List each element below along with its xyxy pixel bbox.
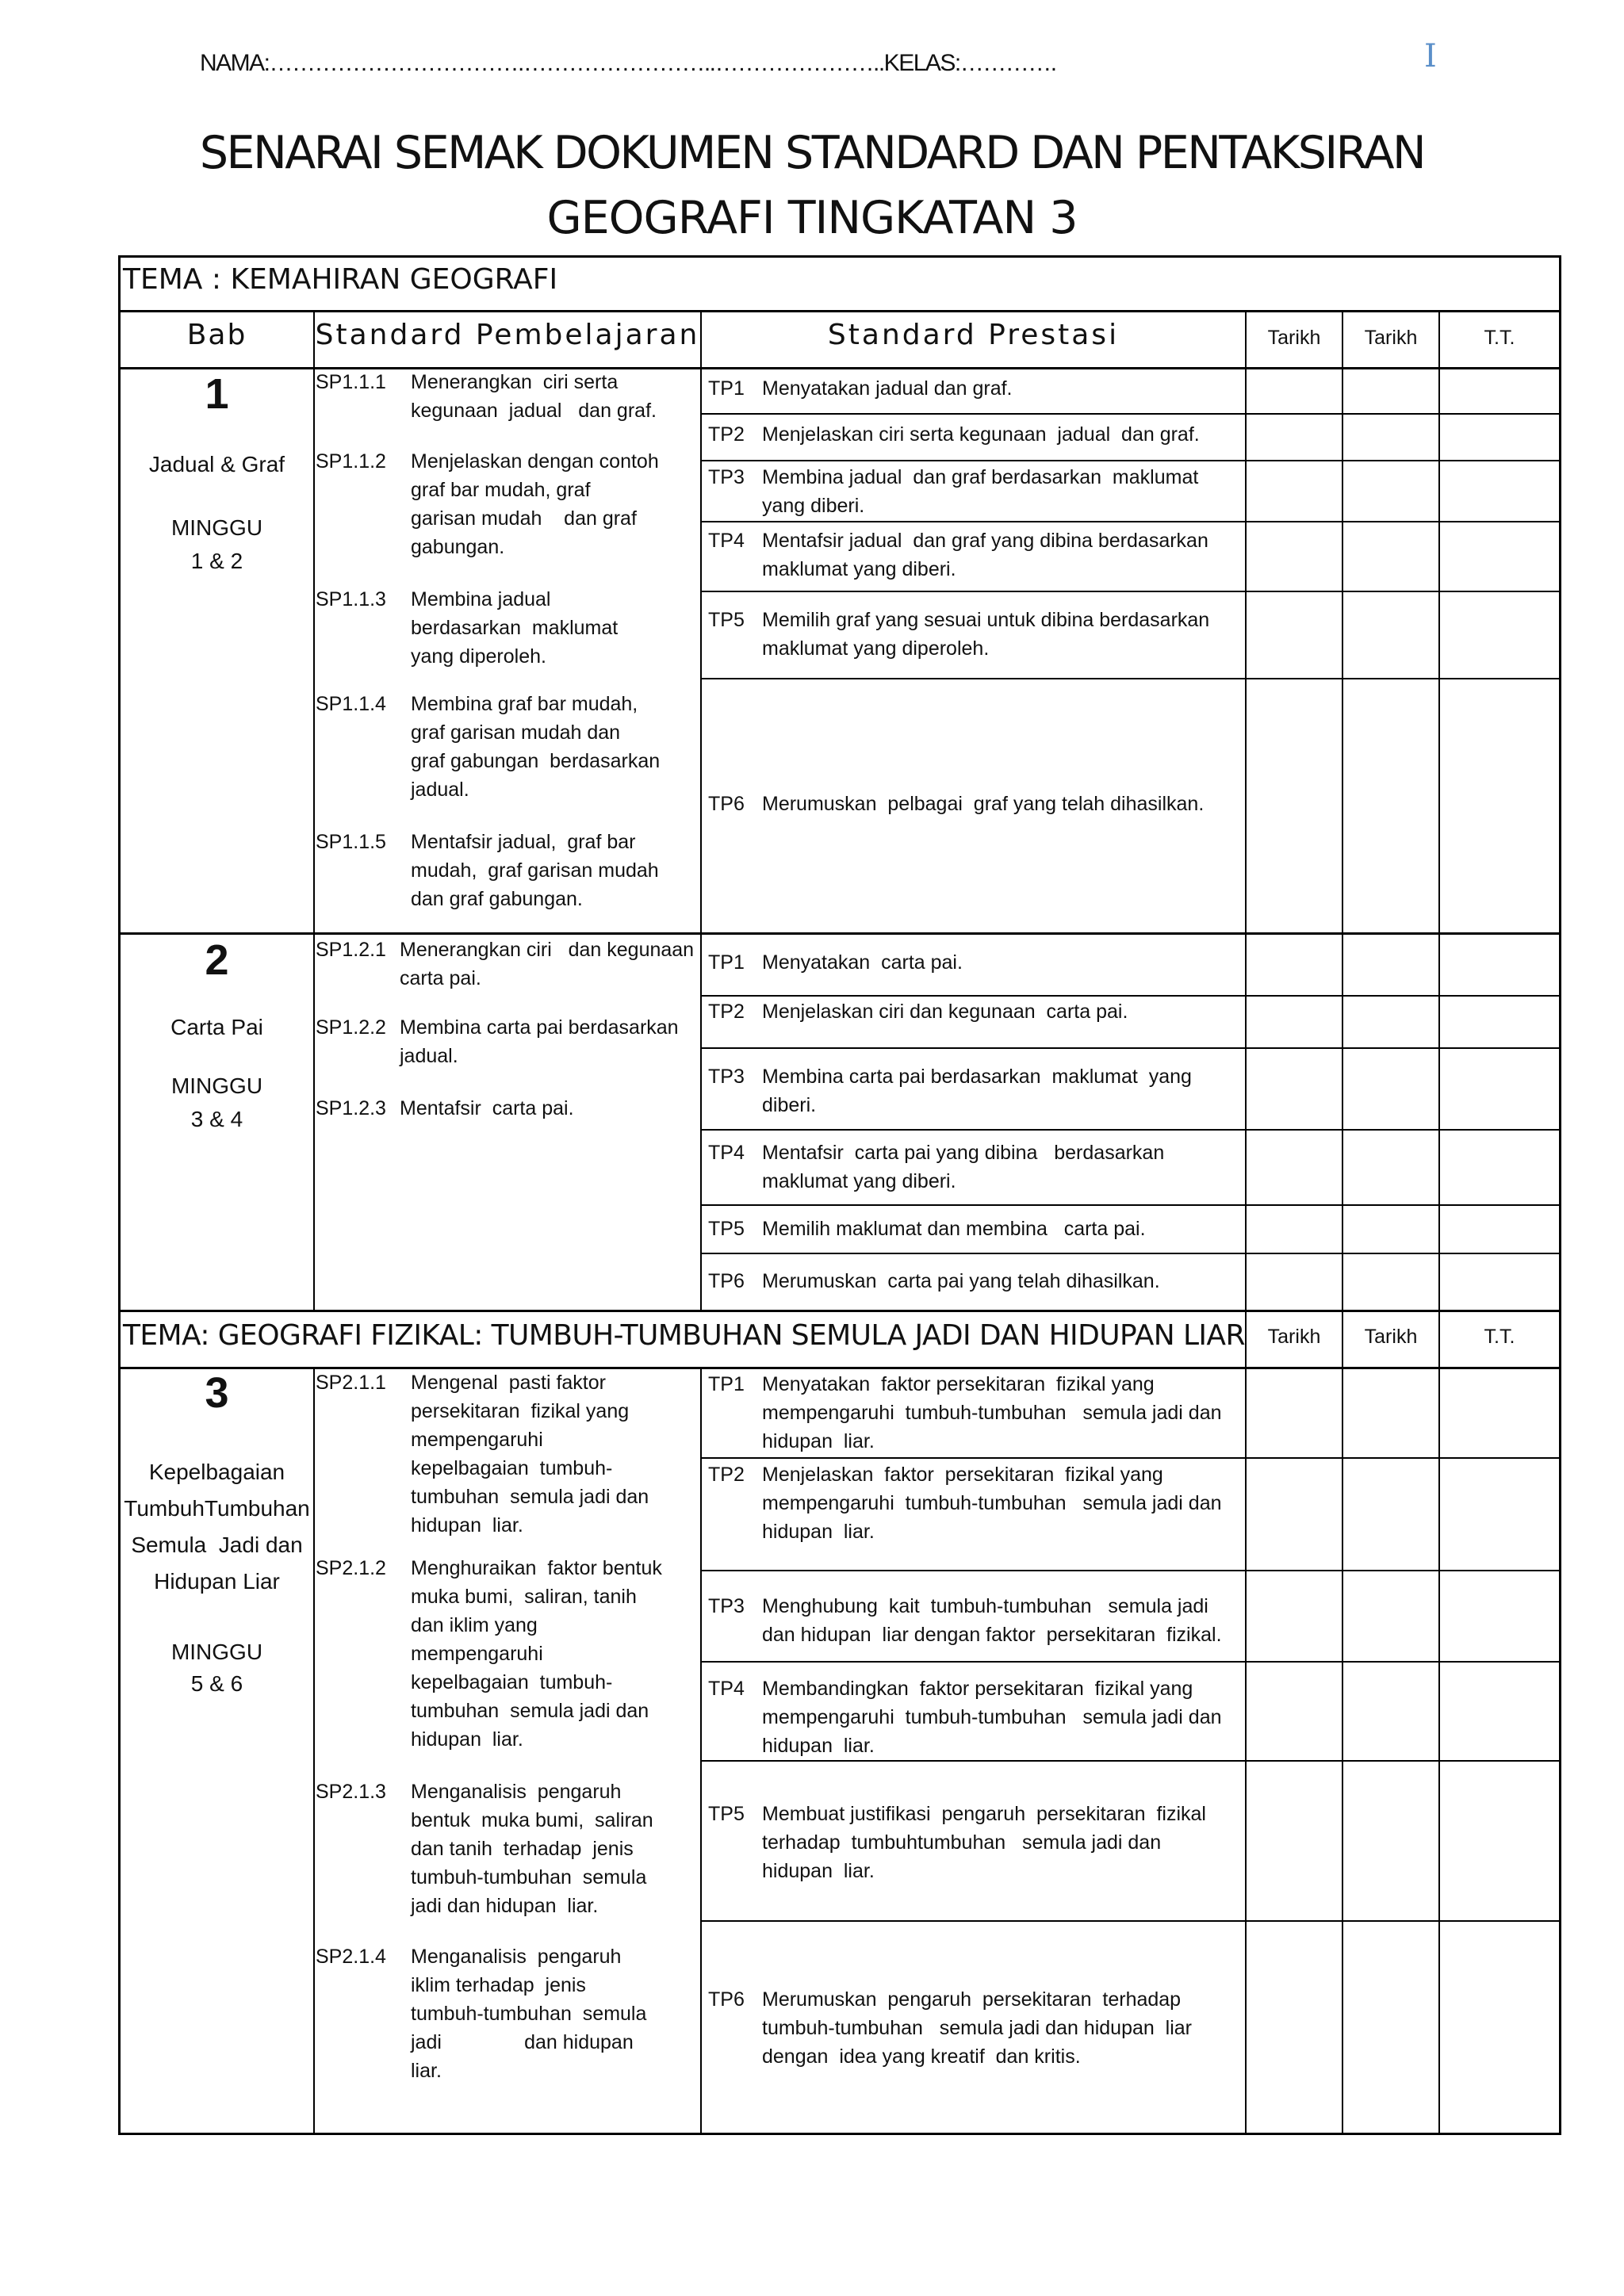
sp-item: SP2.1.2 Menghuraikan faktor bentuk muka bumi, saliran, tanih dan iklim yang mempengaruhi kepelbagaian tumbuh- tumbuhan semula jadi dan hidupan liar. bbox=[316, 1557, 662, 1751]
sp-item: SP1.2.2 Membina carta pai berdasarkan jadual. bbox=[316, 1016, 679, 1067]
column-tarikh-1: Tarikh bbox=[1267, 327, 1321, 349]
column-tarikh-2: Tarikh bbox=[1364, 327, 1418, 349]
bab-2-minggu: MINGGU bbox=[170, 1073, 263, 1098]
bab-1-minggu: MINGGU bbox=[170, 515, 263, 540]
bab-1-number: 1 bbox=[205, 370, 229, 418]
sp-item: SP1.1.2 Menjelaskan dengan contoh graf bar mudah, graf garisan mudah dan graf gabungan. bbox=[316, 450, 659, 558]
column-standard-prestasi: Standard Prestasi bbox=[827, 319, 1120, 351]
column-bab: Bab bbox=[186, 319, 247, 351]
theme-2-tarikh-1: Tarikh bbox=[1267, 1326, 1321, 1348]
name-class-line: NAMA:…………………………….……………………..…………………..KELAS:…………. bbox=[200, 50, 1056, 76]
bab-1-name: Jadual & Graf bbox=[148, 452, 285, 476]
sp-item: SP2.1.3 Menganalisis pengaruh bentuk muka bumi, saliran dan tanih terhadap jenis tumbuh-tumbuhan semula jadi dan hidupan liar. bbox=[316, 1781, 653, 1917]
bab-3-number: 3 bbox=[205, 1369, 229, 1417]
page-title-line2: GEOGRAFI TINGKATAN 3 bbox=[546, 192, 1078, 244]
theme-2-tarikh-2: Tarikh bbox=[1364, 1326, 1418, 1348]
column-standard-pembelajaran: Standard Pembelajaran bbox=[315, 319, 700, 351]
bab-3-minggu: MINGGU bbox=[170, 1640, 263, 1664]
sp-item: SP1.1.1 Menerangkan ciri serta kegunaan jadual dan graf. bbox=[316, 371, 657, 422]
sp-item: SP1.2.1 Menerangkan ciri dan kegunaan carta pai. bbox=[316, 939, 695, 989]
bab-2-name: Carta Pai bbox=[170, 1015, 263, 1039]
bab-2-weeks: 3 & 4 bbox=[190, 1107, 243, 1131]
bab-3-name: Kepelbagaian TumbuhTumbuhan Semula Jadi dan Hidupan Liar bbox=[124, 1460, 310, 1594]
sp-item: SP1.1.4 Membina graf bar mudah, graf garisan mudah dan graf gabungan berdasarkan jadual. bbox=[316, 693, 661, 801]
sp-item: SP1.2.3 Mentafsir carta pai. bbox=[316, 1097, 574, 1119]
sp-item: SP2.1.4 Menganalisis pengaruh iklim terhadap jenis tumbuh-tumbuhan semula jadi dan hidupan liar. bbox=[316, 1946, 647, 2082]
sp-item: SP2.1.1 Mengenal pasti faktor persekitaran fizikal yang mempengaruhi kepelbagaian tumbuh- tumbuhan semula jadi dan hidupan liar. bbox=[316, 1372, 649, 1536]
page-title-line1: SENARAI SEMAK DOKUMEN STANDARD DAN PENTAKSIRAN bbox=[199, 127, 1425, 179]
page-mark: I bbox=[1424, 38, 1437, 75]
bab-1-weeks: 1 & 2 bbox=[190, 549, 243, 573]
bab-3-weeks: 5 & 6 bbox=[190, 1671, 243, 1696]
column-tt: T.T. bbox=[1484, 327, 1515, 349]
theme-1-heading: TEMA : KEMAHIRAN GEOGRAFI bbox=[123, 263, 558, 296]
bab-2-number: 2 bbox=[205, 936, 229, 984]
theme-2-tt: T.T. bbox=[1484, 1326, 1515, 1348]
theme-2-heading: TEMA: GEOGRAFI FIZIKAL: TUMBUH-TUMBUHAN SEMULA JADI DAN HIDUPAN LIAR bbox=[123, 1319, 1245, 1352]
sp-item: SP1.1.5 Mentafsir jadual, graf bar mudah, graf garisan mudah dan graf gabungan. bbox=[316, 831, 659, 910]
sp-item: SP1.1.3 Membina jadual berdasarkan maklumat yang diperoleh. bbox=[316, 588, 619, 668]
